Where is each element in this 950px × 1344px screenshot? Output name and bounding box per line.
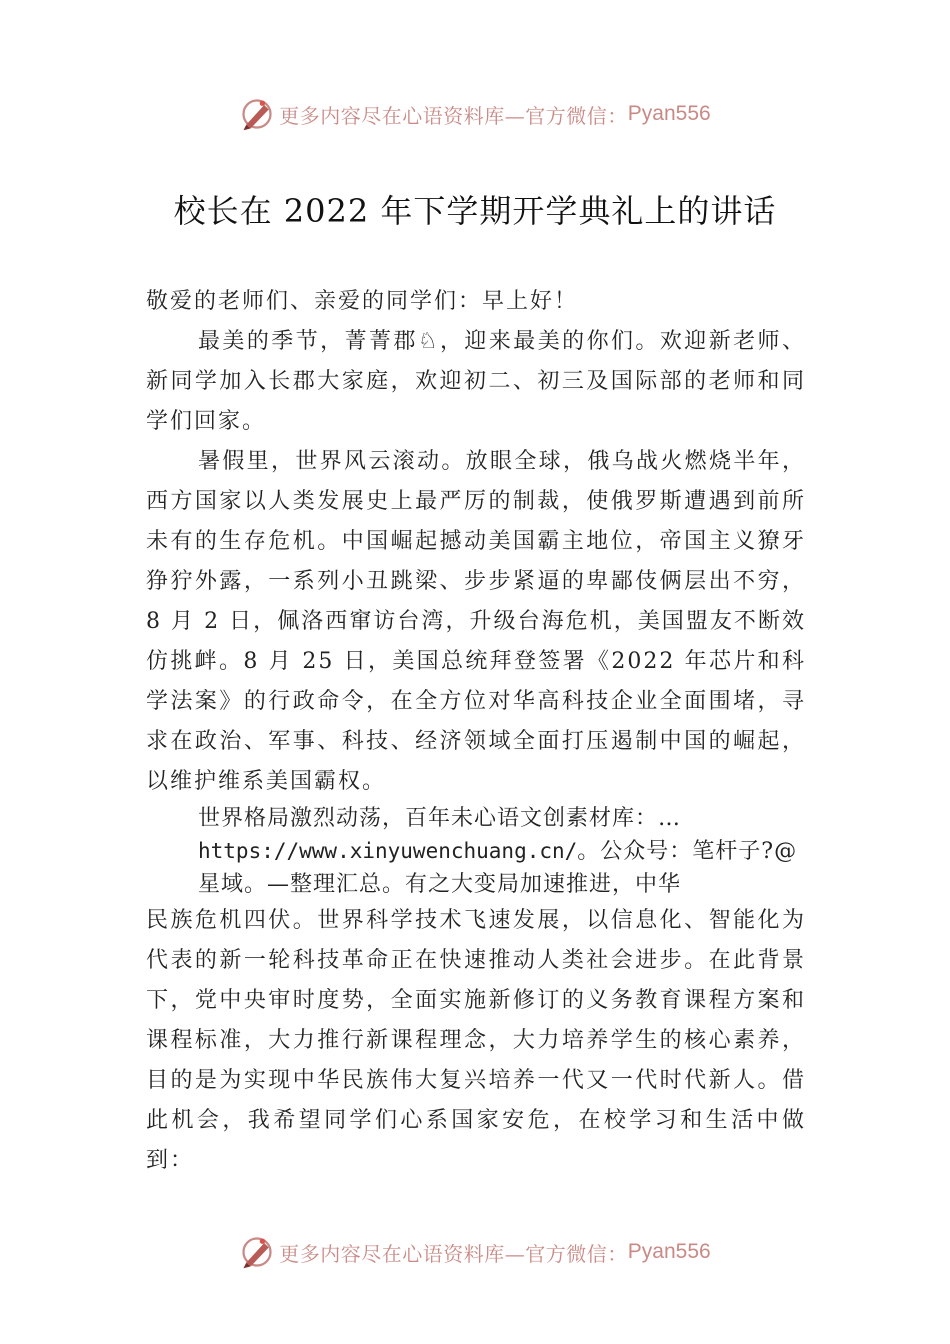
note-line: 世界格局激烈动荡，百年未心语文创素材库：… <box>198 806 682 831</box>
greeting-paragraph: 敬爱的老师们、亲爱的同学们：早上好！ <box>146 289 579 314</box>
pen-logo-icon <box>239 1234 275 1270</box>
paragraph-welcome: 最美的季节，菁菁郡♘，迎来最美的你们。欢迎新老师、新同学加入长郡大家庭，欢迎初二、初三及国际部的老师和同学们回家。 <box>146 329 806 434</box>
banner-text: 更多内容尽在心语资料库—官方微信： <box>279 103 628 128</box>
note-text: 。公众号：笔杆子?@ <box>577 839 798 864</box>
pen-logo-icon <box>239 96 275 132</box>
inserted-source-note <box>146 802 806 901</box>
note-line: 星域。—整理汇总。有之大变局加速推进，中华 <box>198 872 682 897</box>
note-url-link[interactable]: https://www.xinyuwenchuang.cn/ <box>198 839 578 863</box>
header-banner <box>0 94 950 134</box>
footer-banner <box>0 1232 950 1272</box>
banner-wechat-id: Pyan556 <box>627 1240 711 1263</box>
document-body <box>146 282 806 1181</box>
paragraph-national-context: 民族危机四伏。世界科学技术飞速发展，以信息化、智能化为代表的新一轮科技革命正在快速推动人类社会进步。在此背景下，党中央审时度势，全面实施新修订的义务教育课程方案和课程标准，大力推行新课程理念，大力培养学生的核心素养，目的是为实现中华民族伟大复兴培养一代又一代时代新人。借此机会，我希望同学们心系国家安危，在校学习和生活中做到： <box>146 908 806 1173</box>
document-title: 校长在 2022 年下学期开学典礼上的讲话 <box>173 192 777 230</box>
paragraph-world-situation: 暑假里，世界风云滚动。放眼全球，俄乌战火燃烧半年，西方国家以人类发展史上最严厉的制裁，使俄罗斯遭遇到前所未有的生存危机。中国崛起撼动美国霸主地位，帝国主义獠牙狰狞外露，一系列小丑跳梁、步步紧逼的卑鄙伎俩层出不穷，8 月 2 日，佩洛西窜访台湾，升级台海危机，美国盟友不断效仿挑衅。8 月 25 日，美国总统拜登签署《2022 年芯片和科学法案》的行政命令，在全方位对华高科技企业全面围堵，寻求在政治、军事、科技、经济领域全面打压遏制中国的崛起，以维护维系美国霸权。 <box>146 449 806 794</box>
banner-wechat-id: Pyan556 <box>627 102 711 125</box>
note-line <box>198 835 806 868</box>
banner-text: 更多内容尽在心语资料库—官方微信： <box>279 1241 628 1266</box>
